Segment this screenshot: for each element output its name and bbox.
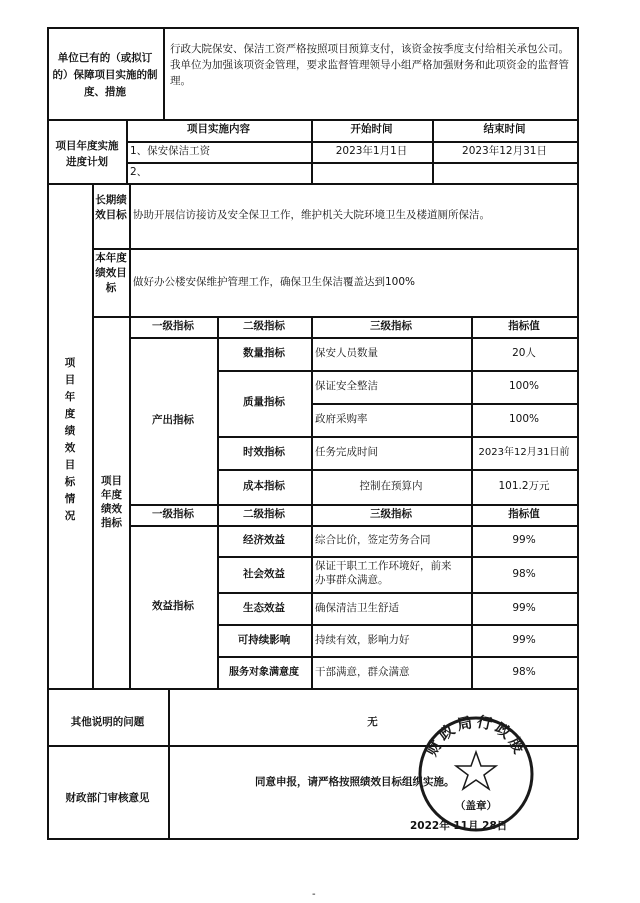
divider [126,162,578,164]
benefit-value: 98% [512,568,536,580]
benefit-value: 99% [512,534,536,546]
schedule-row-1-content: 1、保安保洁工资 [130,145,211,157]
page-number: - [312,889,316,900]
divider [217,656,578,658]
schedule-row-1-start: 2023年1月1日 [335,145,408,157]
benefit-l2: 服务对象满意度 [229,667,299,678]
benefit-l3: 持续有效，影响力好 [315,634,410,646]
header-level2: 二级指标 [243,320,285,332]
divider [311,316,313,689]
output-l3: 控制在预算内 [359,480,423,492]
schedule-header-end: 结束时间 [483,123,526,135]
divider [92,248,578,250]
table-border-right [577,27,579,839]
benefit-l3: 综合比价，签定劳务合同 [315,534,431,546]
divider [92,183,94,689]
divider [47,183,578,185]
output-l2: 数量指标 [243,347,285,359]
header-level1: 一级指标 [152,508,194,520]
output-value: 2023年12月31日前 [478,447,570,458]
official-seal [414,712,538,836]
schedule-header-start: 开始时间 [350,123,393,135]
benefit-value: 98% [512,666,536,678]
output-value: 100% [508,413,540,425]
long-term-label: 长期绩效目标 [95,194,127,221]
divider [163,27,165,120]
header-value: 指标值 [508,508,540,520]
divider [217,592,578,594]
schedule-row-2-content: 2、 [130,166,148,178]
output-value: 100% [508,380,540,392]
benefit-value: 99% [512,602,536,614]
seal-text: 财政局行政股 [422,712,530,760]
benefit-l2: 社会效益 [243,568,285,580]
divider [126,141,578,143]
performance-label: 项目年度绩效目标情况 [64,357,76,522]
output-l2: 时效指标 [243,446,285,458]
divider [217,370,578,372]
header-level2: 二级指标 [243,508,285,520]
benefit-indicator-label: 效益指标 [152,600,194,612]
divider [311,403,578,405]
divider [168,688,170,839]
divider [92,316,578,318]
output-l3: 政府采购率 [315,413,368,425]
finance-date: 2022年 11月 28日 [410,820,508,832]
annual-content: 做好办公楼安保维护管理工作，确保卫生保洁覆盖达到100% [133,276,416,288]
long-term-content: 协助开展信访接访及安全保卫工作，维护机关大院环境卫生及楼道厕所保洁。 [133,209,490,221]
finance-seal-note: （盖章） [455,800,497,812]
benefit-value: 99% [512,634,536,646]
divider [129,183,131,689]
divider [129,525,578,527]
annual-label: 本年度绩效目标 [95,252,127,294]
output-l3: 任务完成时间 [315,446,378,458]
header-value: 指标值 [508,320,540,332]
benefit-l2: 可持续影响 [237,634,291,646]
divider [217,556,578,558]
divider [129,504,578,506]
output-l3: 保安人员数量 [315,347,378,359]
divider [217,624,578,626]
output-value: 20人 [512,347,536,359]
table-border-bottom [47,838,578,840]
benefit-l3: 干部满意，群众满意 [315,666,410,678]
other-label: 其他说明的问题 [70,716,145,728]
output-indicator-label: 产出指标 [152,414,194,426]
output-l3: 保证安全整洁 [315,380,378,392]
table-border-top [47,27,578,29]
benefit-l2: 生态效益 [243,602,285,614]
output-value: 101.2万元 [498,480,550,492]
star-icon [456,752,496,789]
divider [217,469,578,471]
indicator-label: 项目年度绩效指标 [101,475,122,529]
benefit-l3: 确保清洁卫生舒适 [315,602,399,614]
finance-label: 财政部门审核意见 [65,792,150,804]
header-level3: 三级指标 [370,320,412,332]
section1-content: 行政大院保安、保洁工资严格按照项目预算支付，该资金按季度支付给相关承包公司。我单位为加强该项资金管理，要求监督管理领导小组严格加强财务和此项资金的监督管理。 [170,43,569,87]
section1-label: 单位已有的（或拟订的）保障项目实施的制度、措施 [52,52,158,98]
schedule-header-content: 项目实施内容 [187,123,250,135]
schedule-row-1-end: 2023年12月31日 [462,145,547,157]
divider [129,337,578,339]
header-level3: 三级指标 [370,508,412,520]
header-level1: 一级指标 [152,320,194,332]
output-l2: 成本指标 [243,480,285,492]
other-content: 无 [367,716,378,728]
schedule-label: 项目年度实施进度计划 [55,140,119,168]
divider [217,436,578,438]
finance-content: 同意申报，请严格按照绩效目标组织实施。 [255,776,455,788]
benefit-l3: 保证干职工工作环境好，前来办事群众满意。 [315,560,452,586]
divider [47,688,578,690]
output-l2: 质量指标 [243,396,285,408]
benefit-l2: 经济效益 [243,534,285,546]
